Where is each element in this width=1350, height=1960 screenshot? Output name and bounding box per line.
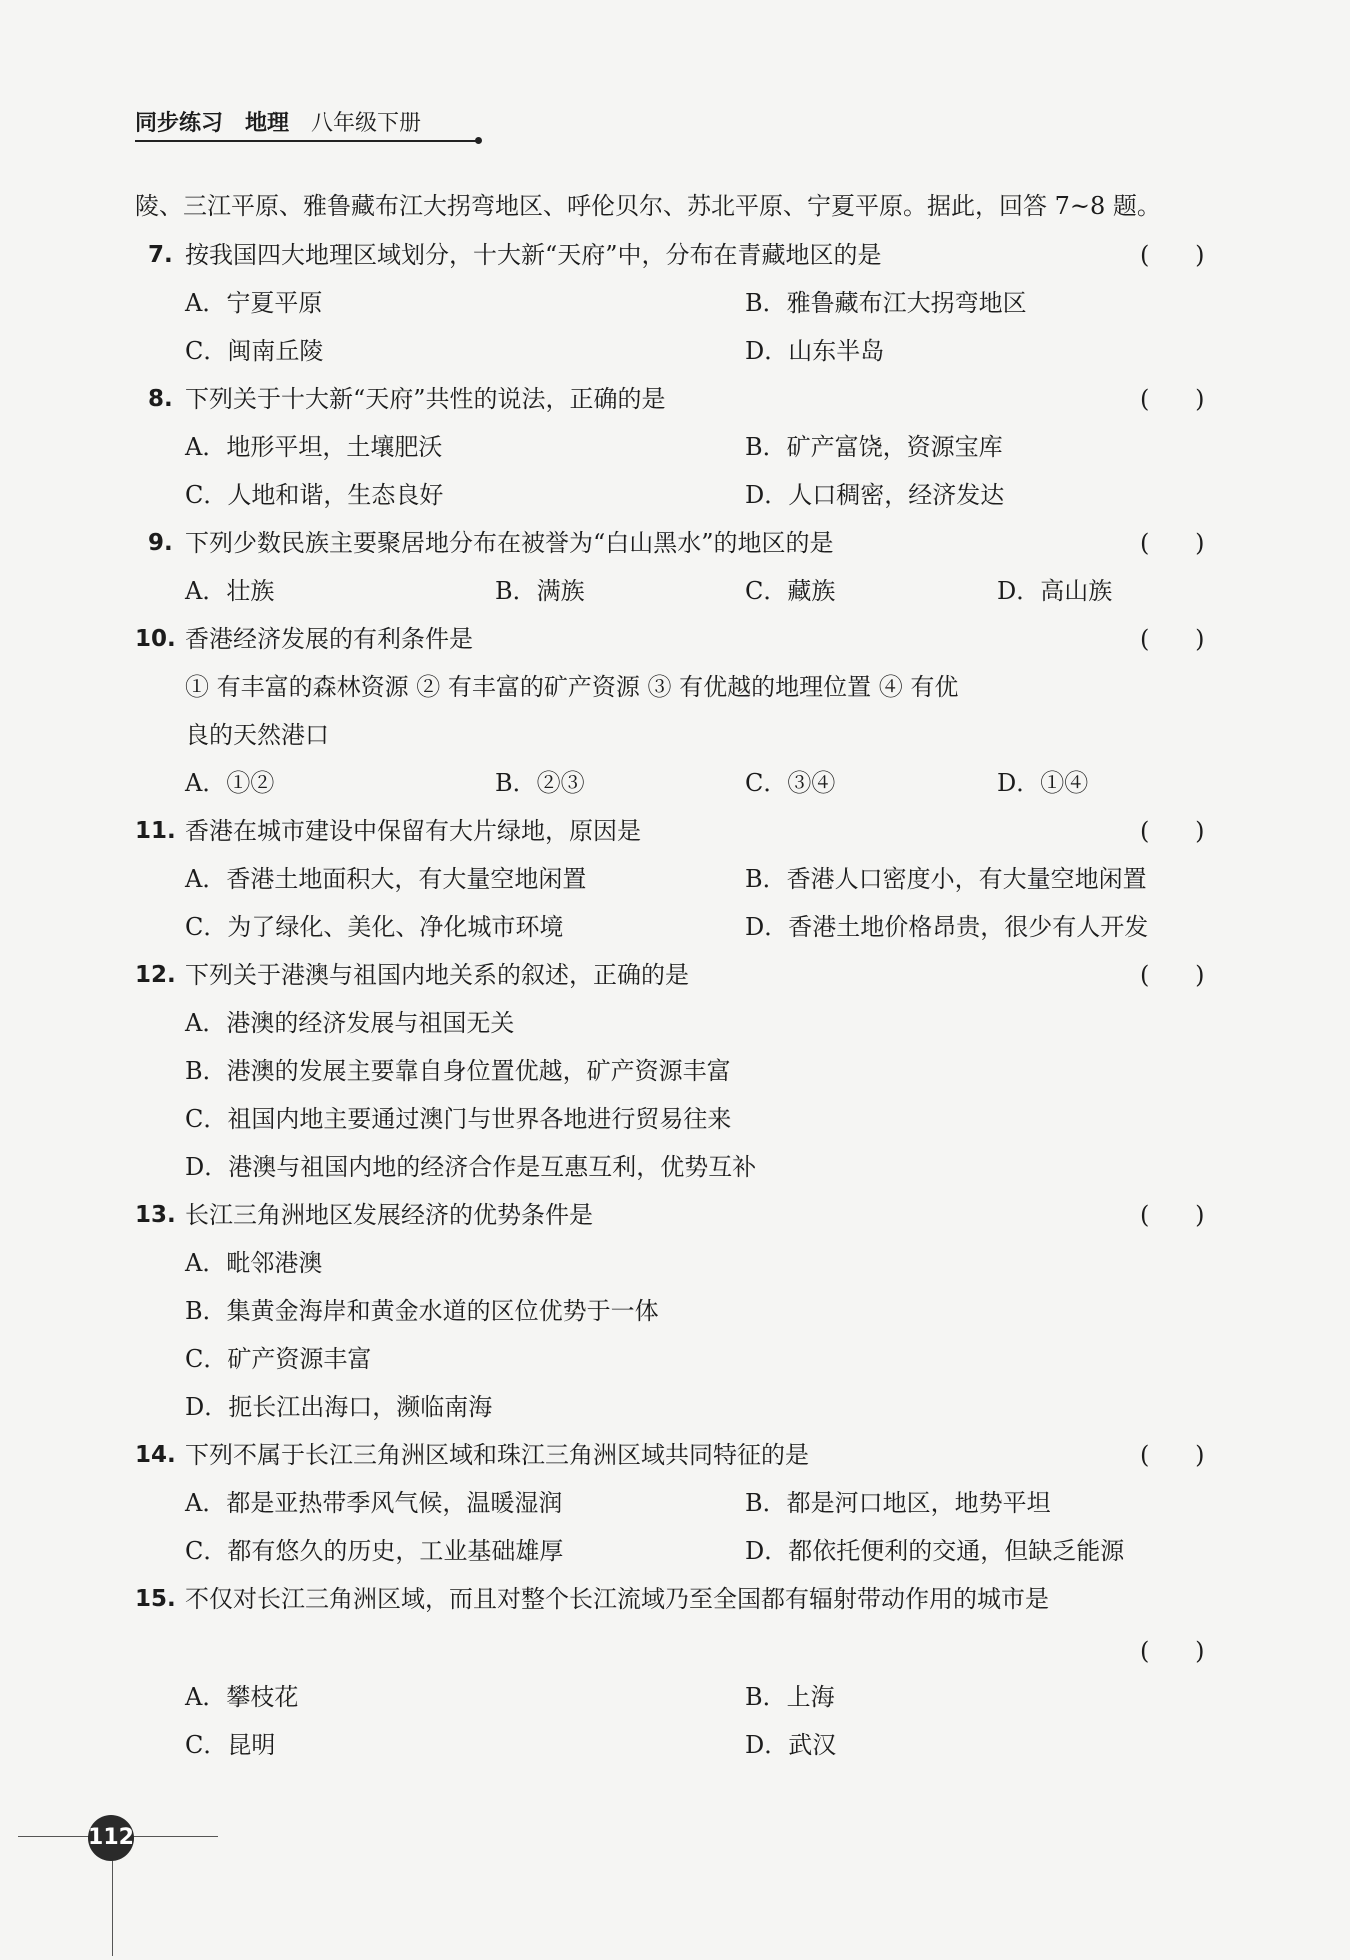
option[interactable]: D．武汉 bbox=[745, 1731, 837, 1759]
question-number: 10. bbox=[135, 626, 176, 652]
question-number: 12. bbox=[135, 962, 176, 988]
option[interactable]: D．港澳与祖国内地的经济合作是互惠互利，优势互补 bbox=[185, 1153, 757, 1181]
header-series: 同步练习 bbox=[135, 111, 224, 136]
option[interactable]: B．矿产富饶，资源宝库 bbox=[745, 433, 1003, 461]
question-number: 7. bbox=[148, 242, 173, 268]
option[interactable]: C．昆明 bbox=[185, 1731, 276, 1759]
option[interactable]: B．上海 bbox=[745, 1683, 835, 1711]
option[interactable]: C．闽南丘陵 bbox=[185, 337, 324, 365]
question-text: 香港经济发展的有利条件是 bbox=[185, 625, 473, 653]
option[interactable]: A．都是亚热带季风气候，温暖湿润 bbox=[185, 1489, 563, 1517]
option[interactable]: C．人地和谐，生态良好 bbox=[185, 481, 444, 509]
question-number: 8. bbox=[148, 386, 173, 412]
option[interactable]: A．港澳的经济发展与祖国无关 bbox=[185, 1009, 515, 1037]
option[interactable]: D．人口稠密，经济发达 bbox=[745, 481, 1005, 509]
question-text: 不仅对长江三角洲区域，而且对整个长江流域乃至全国都有辐射带动作用的城市是 bbox=[185, 1585, 1049, 1613]
answer-blank[interactable]: ( ) bbox=[1140, 625, 1205, 653]
statement-list-continued: 良的天然港口 bbox=[185, 721, 329, 749]
question-number: 9. bbox=[148, 530, 173, 556]
header-rule-dot bbox=[475, 137, 482, 144]
option[interactable]: C．祖国内地主要通过澳门与世界各地进行贸易往来 bbox=[185, 1105, 732, 1133]
option[interactable]: C．都有悠久的历史，工业基础雄厚 bbox=[185, 1537, 564, 1565]
intro-line: 陵、三江平原、雅鲁藏布江大拐弯地区、呼伦贝尔、苏北平原、宁夏平原。据此，回答 7~8 题。 bbox=[135, 192, 1161, 220]
option[interactable]: C．藏族 bbox=[745, 577, 836, 605]
option[interactable]: A．宁夏平原 bbox=[185, 289, 323, 317]
answer-blank[interactable]: ( ) bbox=[1140, 817, 1205, 845]
question-number: 13. bbox=[135, 1202, 176, 1228]
option[interactable]: A．壮族 bbox=[185, 577, 275, 605]
answer-blank[interactable]: ( ) bbox=[1140, 1637, 1205, 1665]
question-text: 按我国四大地理区域划分，十大新“天府”中，分布在青藏地区的是 bbox=[185, 241, 882, 269]
option[interactable]: C．矿产资源丰富 bbox=[185, 1345, 372, 1373]
option[interactable]: A．香港土地面积大，有大量空地闲置 bbox=[185, 865, 587, 893]
answer-blank[interactable]: ( ) bbox=[1140, 529, 1205, 557]
option[interactable]: B．集黄金海岸和黄金水道的区位优势于一体 bbox=[185, 1297, 659, 1325]
option[interactable]: D．高山族 bbox=[997, 577, 1113, 605]
question-text: 下列少数民族主要聚居地分布在被誉为“白山黑水”的地区的是 bbox=[185, 529, 834, 557]
option[interactable]: D．香港土地价格昂贵，很少有人开发 bbox=[745, 913, 1149, 941]
option[interactable]: A．攀枝花 bbox=[185, 1683, 299, 1711]
option[interactable]: B．都是河口地区，地势平坦 bbox=[745, 1489, 1051, 1517]
option[interactable]: B．②③ bbox=[495, 769, 585, 797]
option[interactable]: A．毗邻港澳 bbox=[185, 1249, 323, 1277]
option[interactable]: D．都依托便利的交通，但缺乏能源 bbox=[745, 1537, 1125, 1565]
option[interactable]: B．港澳的发展主要靠自身位置优越，矿产资源丰富 bbox=[185, 1057, 731, 1085]
question-number: 14. bbox=[135, 1442, 176, 1468]
statement-list: ① 有丰富的森林资源 ② 有丰富的矿产资源 ③ 有优越的地理位置 ④ 有优 bbox=[185, 673, 959, 701]
question-text: 下列不属于长江三角洲区域和珠江三角洲区域共同特征的是 bbox=[185, 1441, 809, 1469]
answer-blank[interactable]: ( ) bbox=[1140, 1441, 1205, 1469]
question-number: 11. bbox=[135, 818, 176, 844]
page-header bbox=[135, 106, 485, 137]
answer-blank[interactable]: ( ) bbox=[1140, 241, 1205, 269]
option[interactable]: B．雅鲁藏布江大拐弯地区 bbox=[745, 289, 1027, 317]
option[interactable]: D．山东半岛 bbox=[745, 337, 885, 365]
question-text: 下列关于港澳与祖国内地关系的叙述，正确的是 bbox=[185, 961, 689, 989]
option[interactable]: D．扼长江出海口，濒临南海 bbox=[185, 1393, 493, 1421]
page-number: 112 bbox=[88, 1815, 134, 1861]
header-title bbox=[135, 106, 485, 137]
question-text: 下列关于十大新“天府”共性的说法，正确的是 bbox=[185, 385, 666, 413]
question-text: 长江三角洲地区发展经济的优势条件是 bbox=[185, 1201, 593, 1229]
option[interactable]: C．为了绿化、美化、净化城市环境 bbox=[185, 913, 564, 941]
option[interactable]: C．③④ bbox=[745, 769, 836, 797]
option[interactable]: A．①② bbox=[185, 769, 275, 797]
header-rule bbox=[135, 140, 480, 142]
answer-blank[interactable]: ( ) bbox=[1140, 1201, 1205, 1229]
answer-blank[interactable]: ( ) bbox=[1140, 385, 1205, 413]
option[interactable]: A．地形平坦，土壤肥沃 bbox=[185, 433, 443, 461]
question-number: 15. bbox=[135, 1586, 176, 1612]
answer-blank[interactable]: ( ) bbox=[1140, 961, 1205, 989]
question-text: 香港在城市建设中保留有大片绿地，原因是 bbox=[185, 817, 641, 845]
header-subject: 地理 bbox=[245, 111, 290, 136]
option[interactable]: D．①④ bbox=[997, 769, 1089, 797]
header-grade: 八年级下册 bbox=[311, 111, 422, 136]
option[interactable]: B．满族 bbox=[495, 577, 585, 605]
option[interactable]: B．香港人口密度小，有大量空地闲置 bbox=[745, 865, 1147, 893]
